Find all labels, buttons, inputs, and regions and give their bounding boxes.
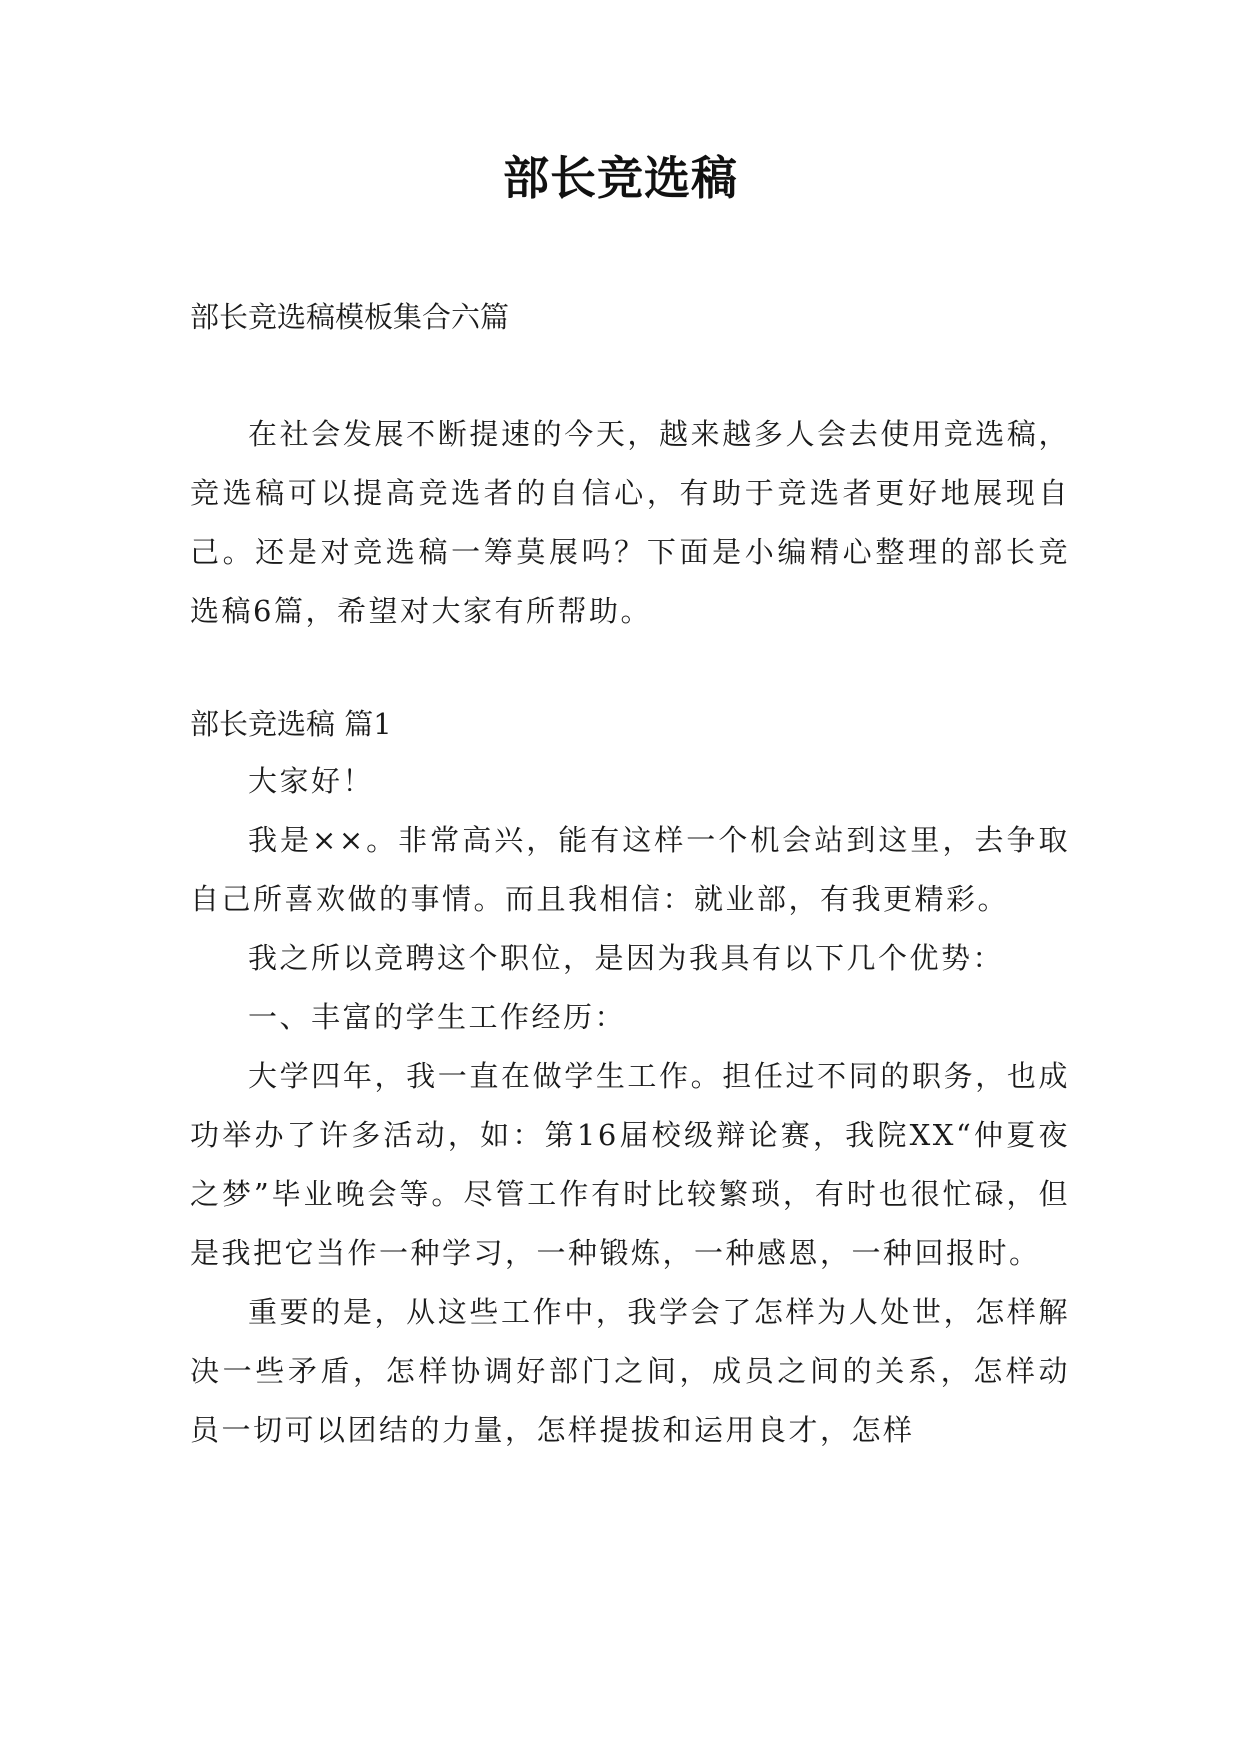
paragraph-point-one-heading: 一、丰富的学生工作经历： <box>248 1000 627 1034</box>
paragraph-experience: 大学四年，我一直在做学生工作。担任过不同的职务，也成功举办了许多活动，如：第16届校级辩论赛，我院XX“仲夏夜之梦”毕业晚会等。尽管工作有时比较繁琐，有时也很忙碌，但是我把它当作一种学习，一种锻炼，一种感恩，一种回报时。 <box>190 1059 1070 1270</box>
document-subtitle: 部长竞选稿模板集合六篇 <box>190 300 510 334</box>
paragraph-advantages-intro: 我之所以竞聘这个职位，是因为我具有以下几个优势： <box>248 941 1005 975</box>
paragraph-greeting: 大家好！ <box>248 764 375 798</box>
intro-paragraph: 在社会发展不断提速的今天，越来越多人会去使用竞选稿，竞选稿可以提高竞选者的自信心，有助于竞选者更好地展现自己。还是对竞选稿一筹莫展吗？下面是小编精心整理的部长竞选稿6篇，希望对大家有所帮助。 <box>190 417 1070 628</box>
main-text <box>190 752 1070 1460</box>
paragraph-introduction: 我是××。非常高兴，能有这样一个机会站到这里，去争取自己所喜欢做的事情。而且我相信：就业部，有我更精彩。 <box>190 823 1070 916</box>
paragraph-lessons: 重要的是，从这些工作中，我学会了怎样为人处世，怎样解决一些矛盾，怎样协调好部门之间，成员之间的关系，怎样动员一切可以团结的力量，怎样提拔和运用良才，怎样 <box>190 1295 1070 1447</box>
document-title: 部长竞选稿 <box>503 151 738 205</box>
section-heading: 部长竞选稿 篇1 <box>190 707 392 741</box>
